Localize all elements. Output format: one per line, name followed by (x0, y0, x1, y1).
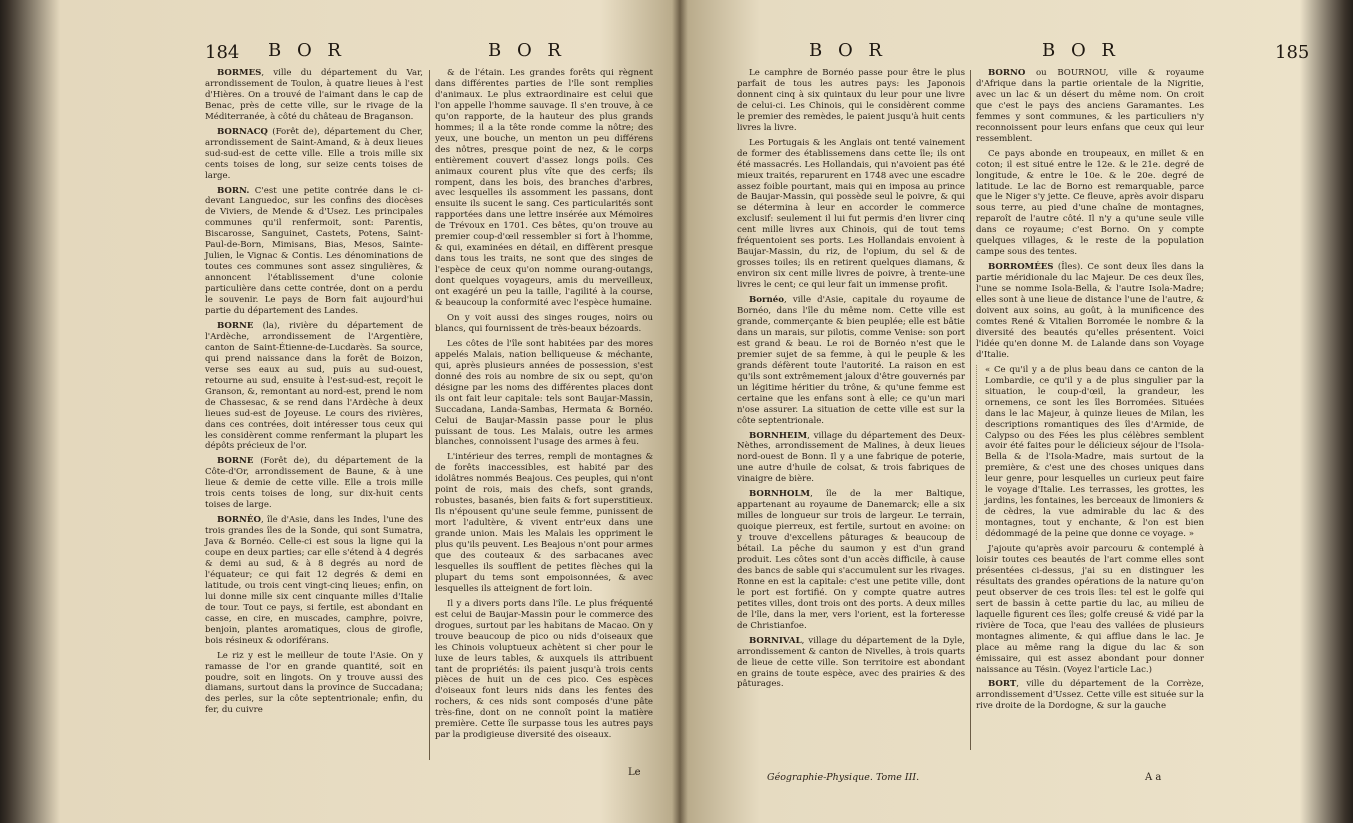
entry-paragraph (737, 489, 965, 631)
entry-text: On y voit aussi des singes rouges, noirs ou blancs, qui fournissent de très-beaux bézoards. (435, 312, 653, 334)
entry-headword: BORNÉO (217, 515, 261, 526)
text-column (205, 68, 423, 720)
entry-headword: BORNO (988, 68, 1026, 78)
entry-paragraph (435, 313, 653, 335)
entry-paragraph (737, 431, 965, 486)
entry-text: , île de la mer Baltique, appartenant au royaume de Danemarck; elle a six milles de longueur sur trois de largeur. Le terrain, quoique pierreux, est fertile, surtout en avoine: on y trouve d'excellens pâturages & beaucoup de bétail. La pêche du saumon y est d'un grand produit. Les côtes sont d'un accès difficile, à cause des bancs de sable qui s'accumulent sur les rivages. Ronne en est la capitale: c'est une petite ville, dont le port est fortifié. On y compte quatre autres petites villes, dont trois ont des ports. A deux milles de l'île, dans la mer, vers l'orient, est la forteresse de Christianfoe. (737, 489, 965, 631)
entry-paragraph (205, 186, 423, 317)
entry-text: Il y a divers ports dans l'île. Le plus fréquenté est celui de Baujar-Massin pour le commerce des drogues, surtout par les habitans de Macao. On y trouve beaucoup de pico ou nids d'oiseaux que les Chinois voluptueux achètent si cher pour le luxe de leurs tables, & auxquels ils attribuent tant de propriétés: ils paient jusqu'à trois cents pièces de huit un de ces pico. Ces espèces d'oiseaux font leurs nids dans les fentes des rochers, & ces nids sont composés d'une pâte très-fine, dont on ne connoît point la matière première. Cette île surpasse tous les autres pays par la prodigieuse diversité des oiseaux. (435, 598, 653, 741)
entry-paragraph (205, 68, 423, 123)
entry-paragraph (435, 599, 653, 741)
entry-text: Le riz y est le meilleur de toute l'Asie. On y ramasse de l'or en grande quantité, soit en poudre, soit en lingots. On y trouve aussi des diamans, surtout dans la province de Succadana; des perles, sur la côte septentrionale; enfin, du fer, du cuivre (205, 650, 423, 716)
text-column (435, 68, 653, 745)
entry-text: Le camphre de Bornéo passe pour être le plus parfait de tous les autres pays: les Japonois donnent cinq à six quintaux du leur pour une livre de celui-ci. Les Chinois, qui le considèrent comme le premier des remèdes, le paient jusqu'à huit cents livres la livre. (737, 68, 965, 133)
entry-text: J'ajoute qu'après avoir parcouru & contemplé à loisir toutes ces beautés de l'art comme elles sont présentées ci-dessus, j'ai su en distinguer les résultats des grandes opérations de la nature qu'on peut observer de ces trois îles: tel est le golfe qui sert de bassin à cette partie du lac, au milieu de laquelle figurent ces îles; golfe creusé & vidé par la rivière de Toca, que l'eau des vallées de plusieurs montagnes alimente, & qui afflue dans le lac. Je place au même rang la digue du lac & son émissaire, qui est assez abondant pour donner naissance au Tésin. (Voyez l'article Lac.) (976, 544, 1204, 675)
entry-text: , île d'Asie, dans les Indes, l'une des trois grandes îles de la Sonde, qui sont Sumatra, Java & Bornéo. Celle-ci est sous la ligne qui la coupe en deux parties; car elle s'étend à 4 degrés & demi au sud, & à 8 degrés au nord de l'équateur; ce qui fait 12 degrés & demi en latitude, ou trois cent vingt-cinq lieues; enfin, on lui donne mille six cent cinquante milles d'Italie de tour. Tout ce pays, si fertile, est abondant en casse, en cire, en muscades, camphre, poivre, benjoin, plantes aromatiques, clous de girofle, bois résineux & odoriférans. (205, 515, 423, 646)
entry-paragraph (976, 149, 1204, 259)
entry-paragraph (976, 544, 1204, 675)
entry-text: (Forêt de), du département de la Côte-d'Or, arrondissement de Baune, & à une lieue & demie de cette ville. Elle a trois mille trois cents toises de long, sur dix-huit cents toises de large. (205, 456, 423, 511)
entry-text: L'intérieur des terres, rempli de montagnes & de forêts inaccessibles, est habité par des idolâtres nommés Beajous. Ces peuples, qui n'ont point de rois, mais des chefs, sont grands, robustes, basanés, bien faits & fort superstitieux. Ils n'épousent qu'une seule femme, punissent de mort l'adultère, & vivent entr'eux dans une grande union. Mais les Malais les oppriment le plus qu'ils peuvent. Les Beajous n'ont pour armes que des couteaux & des sarbacanes avec lesquelles ils soufflent de petites flèches qui la plupart du tems sont empoisonnées, & avec lesquelles ils atteignent de fort loin. (435, 452, 653, 594)
entry-paragraph (737, 295, 965, 426)
entry-text: Les Portugais & les Anglais ont tenté vainement de former des établissemens dans cette île; ils ont été massacrés. Les Hollandais, qui n'avoient pas été mieux traités, reparurent en 1748 avec une escadre assez foible pourtant, mais qui en imposa au prince de Baujar-Massin, qui possède seul le poivre, & qui se détermina à leur en accorder le commerce exclusif: seulement il lui fut permis d'en livrer cinq cent mille livres aux Chinois, qui de tout tems fréquentoient ses ports. Les Hollandais envoient à Baujar-Massin, du riz, de l'opium, du sel & de grosses toiles; ils en retirent quelques diamans, & environ six cent mille livres de poivre, à trente-une livres le cent; ce qui leur fait un immense profit. (737, 137, 965, 291)
entry-paragraph (205, 651, 423, 717)
entry-paragraph (737, 138, 965, 291)
entry-headword: BORROMÉES (988, 262, 1054, 273)
entry-text: « Ce qu'il y a de plus beau dans ce canton de la Lombardie, ce qu'il y a de plus singulier par la situation, le coup-d'œil, la grandeur, les ornemens, ce sont les îles Borromées. Situées dans le lac Majeur, à quinze lieues de Milan, les descriptions romantiques des îles d'Armide, de Calypso ou des Fées les plus célèbres semblent avoir été faites pour le délicieux séjour de l'Isola-Bella & de l'Isola-Madre, mais surtout de la première, & c'est une des choses uniques dans leur genre, pour lesquelles un curieux peut faire le voyage d'Italie. Les terrasses, les grottes, les jardins, les fontaines, les berceaux de limoniers & de cèdres, la vue admirable du lac & des montagnes, tout y enchante, & l'on est bien dédommagé de la peine que donne ce voyage. » (985, 364, 1204, 540)
text-column (737, 68, 965, 694)
running-header: B O R (268, 40, 346, 61)
entry-paragraph (205, 127, 423, 182)
entry-headword: BORNHOLM (749, 489, 811, 500)
page-number: 185 (1275, 42, 1310, 63)
right-page (677, 0, 1353, 823)
entry-text: (Îles). Ce sont deux îles dans la partie méridionale du lac Majeur. De ces deux îles, l'une se nomme Isola-Bella, & l'autre Isola-Madre; elles sont à une lieue de distance l'une de l'autre, & doivent aux soins, au goût, à la munificence des comtes René & Vitalien Borromée le nombre & la diversité des beautés qu'elles présentent. Voici l'idée qu'en donne M. de Lalande dans son Voyage d'Italie. (976, 262, 1204, 360)
text-column (976, 68, 1204, 716)
entry-paragraph (737, 636, 965, 691)
entry-headword: BORMES (217, 68, 262, 78)
entry-headword: BORNACQ (217, 126, 268, 137)
entry-text: , village du département de la Dyle, arrondissement & canton de Nivelles, à trois quarts de lieue de cette ville. Son territoire est abondant en grains de toute espèce, avec des prairies & des pâturages. (737, 635, 965, 690)
entry-paragraph (976, 262, 1204, 361)
entry-text: , ville du département de la Corrèze, arrondissement d'Ussez. Cette ville est située sur la rive droite de la Dordogne, & sur la gauche (976, 679, 1204, 712)
entry-paragraph (976, 365, 1204, 540)
entry-headword: BORNE (217, 320, 254, 331)
entry-paragraph (435, 68, 653, 309)
entry-text: , village du département des Deux-Nèthes, arrondissement de Malines, à deux lieues nord-ouest de Bonn. Il y a une fabrique de poterie, une autre d'huile de colsat, & trois fabriques de vinaigre de bière. (737, 430, 965, 485)
volume-footer: Géographie-Physique. Tome III. (767, 772, 920, 783)
entry-text: (la), rivière du département de l'Ardèche, arrondissement de l'Argentière, canton de Saint-Étienne-de-Lucdarès. Sa source, qui prend naissance dans la forêt de Boizon, verse ses eaux au sud, puis au sud-ouest, retourne au sud, ensuite à l'est-sud-est, reçoit le Granson, &, remontant au nord-est, prend le nom de Chassesac, & se rend dans l'Ardèche à deux lieues sud-est de Joyeuse. Le cours des rivières, dans ces contrées, doit intéresser tous ceux qui les considèrent comme renfermant la plupart les dépôts précieux de l'or. (205, 320, 423, 452)
entry-paragraph (435, 452, 653, 594)
column-rule (970, 70, 971, 750)
running-header: B O R (1042, 40, 1120, 61)
entry-paragraph (205, 321, 423, 452)
entry-text: , ville du département du Var, arrondissement de Toulon, à quatre lieues à l'est d'Hières. On a trouvé de l'aimant dans le cap de Benac, près de cette ville, sur le rivage de la Méditerranée, à côté du château de Braganson. (205, 68, 423, 122)
entry-paragraph (205, 515, 423, 646)
entry-paragraph (976, 679, 1204, 712)
entry-text: , ville d'Asie, capitale du royaume de Bornéo, dans l'île du même nom. Cette ville est grande, commerçante & bien peuplée; elle est bâtie dans un marais, sur pilotis, comme Venise: son port est grand & beau. Le roi de Bornéo n'est que le premier sujet de sa femme, à qui le peuple & les grands défèrent toute l'autorité. La raison en est qu'ils sont extrêmement jaloux d'être gouvernés par un légitime héritier du trône, & qu'une femme est certaine que les enfans sont à elle; ce qu'un mari n'ose assurer. La situation de cette ville est sur la côte septentrionale. (737, 295, 966, 426)
entry-text: Ce pays abonde en troupeaux, en millet & en coton; il est situé entre le 12e. & le 21e. degré de longitude, & entre le 10e. & le 20e. degré de latitude. Le lac de Borno est remarquable, parce que le Niger s'y jette. Ce fleuve, après avoir disparu sous terre, au pied d'une chaîne de montagnes, reparoît de l'autre côté. Il n'y a qu'une seule ville dans ce royaume; c'est Borno. On y compte quelques villages, & le reste de la population campe sous des tentes. (976, 148, 1204, 258)
entry-paragraph (737, 68, 965, 134)
page-number: 184 (205, 42, 240, 63)
entry-text: ou BOURNOU, ville & royaume d'Afrique dans la partie orientale de la Nigritie, avec un lac & un désert du même nom. On croit que c'est le pays des anciens Garamantes. Les femmes y sont communes, & les particuliers n'y reconnoissent pour leurs enfans que ceux qui leur ressemblent. (976, 68, 1204, 144)
running-header: B O R (488, 40, 566, 61)
entry-headword: BORT (988, 679, 1017, 690)
entry-text: C'est une petite contrée dans le ci-devant Languedoc, sur les confins des diocèses de Viviers, de Mende & d'Usez. Les principales communes qu'il renfermoit, sont: Parentis, Biscarosse, Sanguinet, Castets, Potens, Saint-Paul-de-Born, Mimisans, Bias, Mesos, Sainte-Julien, le Vignac & Contis. Les dénominations de toutes ces communes sont assez singulières, & annoncent l'établissement d'une colonie particulière dans cette contrée, dont on a perdu le souvenir. Le pays de Born fait aujourd'hui partie du département des Landes. (205, 185, 423, 317)
entry-headword: BORNIVAL (749, 635, 802, 646)
entry-text: (Forêt de), département du Cher, arrondissement de Saint-Amand, & à deux lieues sud-sud-est de cette ville. Elle a trois mille six cents toises de long, sur seize cents toises de large. (205, 126, 423, 181)
entry-text: Les côtes de l'île sont habitées par des mores appelés Malais, nation belliqueuse & méchante, qui, après plusieurs années de possession, s'est donné des rois au nombre de six ou sept, qu'on désigne par les noms des différentes places dont ils ont fait leur capitale: tels sont Baujar-Massin, Succadana, Landa-Sambas, Hermata & Bornéo. Celui de Baujar-Massin passe pour le plus puissant de tous. Les Malais, outre les armes blanches, connoissent l'usage des armes à feu. (435, 338, 653, 448)
entry-text: & de l'étain. Les grandes forêts qui règnent dans différentes parties de l'île sont remplies d'animaux. Le plus extraordinaire est celui que l'on appelle l'homme sauvage. Il s'en trouve, à ce qu'on rapporte, de la hauteur des plus grands hommes; il a la tête ronde comme la nôtre; des yeux, une bouche, un menton un peu différens des nôtres, presque point de nez, & le corps entièrement couvert d'assez longs poils. Ces animaux courent plus vîte que des cerfs; ils rompent, dans les bois, des branches d'arbres, avec lesquelles ils assomment les passans, dont ensuite ils sucent le sang. Ces particularités sont rapportées dans une lettre insérée aux Mémoires de Trévoux en 1701. Ces bêtes, qu'on trouve au premier coup-d'œil ressembler si fort à l'homme, & qui, examinées en détail, en diffèrent presque dans tous les traits, ne sont que des singes de l'espèce de ceux qu'on nomme ourang-outangs, dont quelques voyageurs, amis du merveilleux, ont exagéré un peu la taille, l'agilité à la course, & beaucoup la conformité avec l'espèce humaine. (435, 68, 653, 309)
column-rule (429, 70, 430, 760)
running-header: B O R (809, 40, 887, 61)
entry-headword: BORN. (217, 185, 250, 196)
entry-paragraph (976, 68, 1204, 145)
signature-mark: A a (1145, 772, 1162, 783)
entry-paragraph (205, 456, 423, 511)
entry-paragraph (435, 339, 653, 449)
entry-headword: BORNE (217, 456, 254, 467)
catchword: Le (628, 767, 641, 778)
entry-headword: BORNHEIM (749, 430, 808, 441)
entry-headword: Bornéo (749, 295, 784, 306)
